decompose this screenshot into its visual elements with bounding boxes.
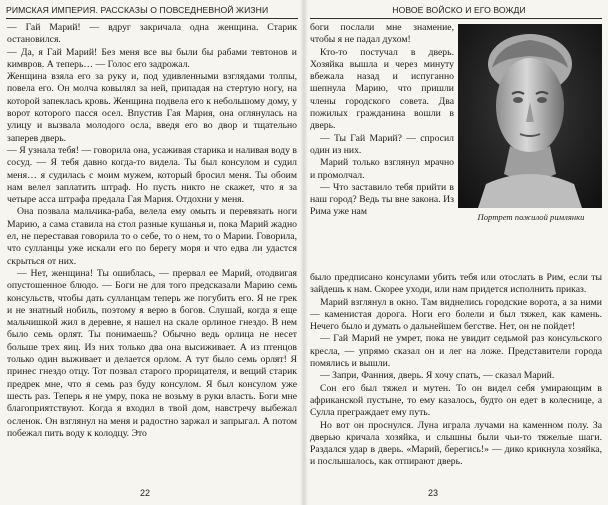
figure-caption: Портрет пожилой римлянки <box>477 212 585 222</box>
running-head-left: РИМСКАЯ ИМПЕРИЯ. РАССКАЗЫ О ПОВСЕДНЕВНОЙ ЖИЗНИ <box>6 5 269 15</box>
paragraph: Она позвала мальчика-раба, велела ему омыть и перевязать ноги Марию, а сама ставила на стол разные кушанья и, пока Марий жадно ел, не переставая говорила то о себе, то о нем, то о Марии. Говорила, что сулланцы уже искали его по берегу моря и что едва ли удастся скрыться от них. <box>7 206 297 267</box>
paragraph: боги послали мне знамение, чтобы я не падал духом! <box>310 22 454 46</box>
header-rule-left <box>6 18 298 19</box>
right-page <box>304 0 608 505</box>
page-number-right: 23 <box>428 488 439 498</box>
paragraph: Марий взглянул в окно. Там виднелись городские ворота, а за ними — каменистая дорога. Ноги его болели и был тяжел, как камень. Нечего было и думать о дальнейшем бегстве. Нет, он не пойдет! <box>310 296 602 333</box>
paragraph: — Я узнала тебя! — говорила она, усаживая старика и наливая воду в сосуд. — Я тебя давно когда-то видела. Ты был консулом и судил меня… я судилась с моим мужем, который бросил меня. Ты обоим нам велел заплатить штраф. Но пусть никто не скажет, что я за четыре асса штрафа предала Гая Мария. Отдохни у меня. <box>7 144 297 206</box>
paragraph: — Нет, женщина! Ты ошиблась, — прервал ее Марий, отодвигая опустошенное блюдо. — Боги не для того предсказали Марию семь консульств, чтобы дать сулланцам теперь же погубить его. Я не грек и не знатный нобиль, поэтому я верю в богов. Слушай, когда я еще мальчишкой жил в деревне, я нашел на скале орлиное гнездо. В нем было семь орлят. Ты понимаешь? Обычно ведь орлица не несет больше трех яиц. Из них только два она высиживает. А из птенцов только один выживает и делается орлом. А тут было семь орлят! Я принес гнездо отцу. Тот позвал старого прорицателя, и вещий старик предрек мне, что я семь раз буду консулом. Я был консулом уже шесть раз. Теперь я не умру, пока не возьму в руки власть. Боги мне благоприятствуют. Когда я входил в твой дом, навстречу выбежал осленок. Он взглянул на меня и радостно заржал и запрыгал. А потом побежал пить воду к колодцу. Это <box>7 267 297 439</box>
paragraph: — Гай Марий не умрет, пока не увидит седьмой раз консульского кресла, — упрямо сказал он и лег на ложе. Представители города помялись и вышли. <box>310 333 602 370</box>
paragraph: было предписано консулами убить тебя или отослать в Рим, если ты зайдешь к нам. Скорее уходи, или нам придется исполнить приказ. <box>310 272 602 296</box>
right-page-body <box>310 272 602 469</box>
right-page-column <box>310 22 454 219</box>
portrait-bust-image <box>458 24 602 208</box>
paragraph: — Да, я Гай Марий! Без меня все вы были бы рабами тевтонов и кимвров. А теперь… — Голос его задрожал. <box>7 46 297 70</box>
paragraph: — Что заставило тебя прийти в наш город? Ведь ты вне закона. Из Рима уже нам <box>310 181 454 218</box>
header-rule-right <box>310 18 602 19</box>
page-number-left: 22 <box>140 488 151 498</box>
paragraph: Но вот он проснулся. Луна играла лучами на каменном полу. За дверью кричала хозяйка, и слышны были чьи-то тяжелые шаги. Раздался удар в дверь. «Марий, берегись!» — дико крикнула хозяйка, и послышалось, как отпирают дверь. <box>310 419 602 468</box>
paragraph: — Гай Марий! — вдруг закричала одна женщина. Старик остановился. <box>7 22 297 46</box>
running-head-right: НОВОЕ ВОЙСКО И ЕГО ВОЖДИ <box>392 5 526 15</box>
left-page-body <box>7 22 297 440</box>
paragraph: Женщина взяла его за руку и, под удивленными взглядами толпы, повела его. Он молча ковылял за ней, припадая на стертую ногу, на которой запеклась кровь. Женщина подвела его к небольшому дому, у ворот которого пасся осел. Впустив Гая Мария, она оглянулась на улицу и вызвала молодого осла, введя его во двор и тщательно заперев дверь. <box>7 71 297 144</box>
paragraph: — Ты Гай Марий? — спросил один из них. <box>310 132 454 156</box>
bust-illustration <box>458 24 602 208</box>
paragraph: Сон его был тяжел и мутен. То он видел себя умирающим в африканской пустыне, то ему казалось, будто он едет в колеснице, а Сулла преграждает ему путь. <box>310 382 602 419</box>
paragraph: Марий только взглянул мрачно и промолчал. <box>310 157 454 181</box>
paragraph: — Запри, Фанния, дверь. Я хочу спать, — сказал Марий. <box>320 370 555 382</box>
paragraph: Кто-то постучал в дверь. Хозяйка вышла и через минуту вбежала назад и испуганно шепнула Марию, что пришли члены городского совета. Два пожилых гражданина вошли в дверь. <box>310 46 454 132</box>
